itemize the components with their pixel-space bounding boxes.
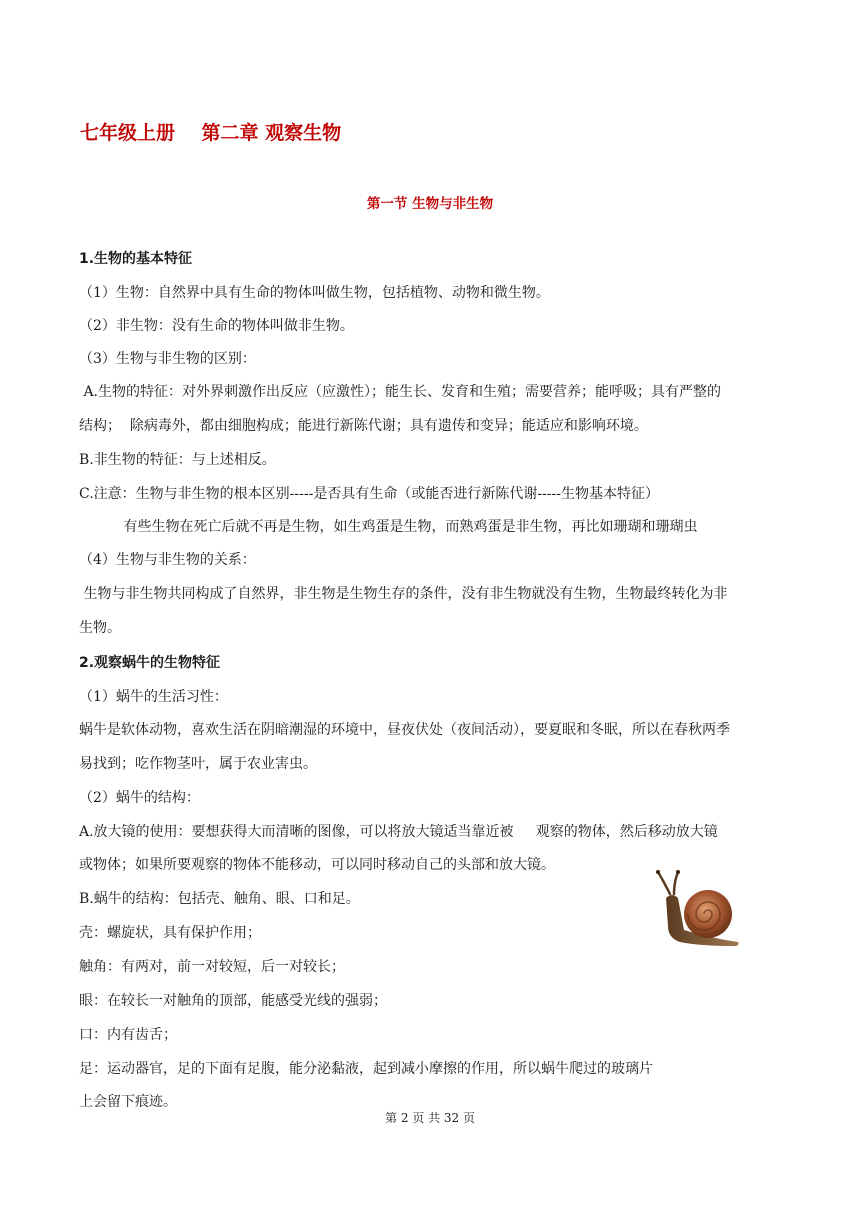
- text-line: 蜗牛是软体动物，喜欢生活在阴暗潮湿的环境中，昼夜伏处（夜间活动），要夏眠和冬眠，所以在春秋两季: [79, 722, 730, 738]
- page-number: 第 2 页 共 32 页: [385, 1111, 475, 1125]
- text-line: 有些生物在死亡后就不再是生物，如生鸡蛋是生物，而熟鸡蛋是非生物，再比如珊瑚和珊瑚虫: [79, 519, 698, 535]
- text-line: 口：内有齿舌；: [79, 1027, 177, 1043]
- snail-illustration: [650, 868, 742, 948]
- text-line: （4）生物与非生物的关系：: [79, 552, 256, 568]
- section-title: 第一节 生物与非生物: [366, 196, 494, 212]
- text-line: 易找到；吃作物茎叶，属于农业害虫。: [79, 756, 317, 772]
- heading-snail-features: 2.观察蜗牛的生物特征: [79, 655, 221, 671]
- text-line: 结构； 除病毒外，都由细胞构成；能进行新陈代谢；具有遗传和变异；能适应和影响环境。: [79, 418, 648, 434]
- text-line: 上会留下痕迹。: [79, 1094, 177, 1110]
- text-line: 眼：在较长一对触角的顶部，能感受光线的强弱；: [79, 993, 387, 1009]
- text-line: （2）非生物：没有生命的物体叫做非生物。: [79, 318, 354, 334]
- text-line: （2）蜗牛的结构：: [79, 790, 200, 806]
- text-line: A.生物的特征：对外界刺激作出反应（应激性）；能生长、发育和生殖；需要营养；能呼吸；具有严整的: [79, 384, 722, 400]
- text-line: A.放大镜的使用：要想获得大而清晰的图像，可以将放大镜适当靠近被 观察的物体，然后移动放大镜: [79, 824, 718, 840]
- text-line: 生物。: [79, 620, 121, 636]
- text-line: 生物与非生物共同构成了自然界，非生物是生物生存的条件，没有非生物就没有生物，生物最终转化为非: [79, 586, 728, 602]
- text-line: （1）蜗牛的生活习性：: [79, 689, 228, 705]
- text-line: B.非生物的特征：与上述相反。: [79, 452, 276, 468]
- text-line: 触角：有两对，前一对较短，后一对较长；: [79, 959, 345, 975]
- text-line: 足：运动器官，足的下面有足腹，能分泌黏液，起到减小摩擦的作用，所以蜗牛爬过的玻璃片: [79, 1061, 653, 1077]
- text-line: C.注意：生物与非生物的根本区别-----是否具有生命（或能否进行新陈代谢-----生物基本特征）: [79, 486, 659, 502]
- page-title: 七年级上册 第二章 观察生物: [80, 122, 342, 144]
- heading-basic-features: 1.生物的基本特征: [79, 251, 193, 267]
- text-line: B.蜗牛的结构：包括壳、触角、眼、口和足。: [79, 891, 360, 907]
- text-line: 壳：螺旋状，具有保护作用；: [79, 925, 261, 941]
- text-line: （1）生物：自然界中具有生命的物体叫做生物，包括植物、动物和微生物。: [79, 285, 550, 301]
- text-line: （3）生物与非生物的区别：: [79, 351, 256, 367]
- text-line: 或物体；如果所要观察的物体不能移动，可以同时移动自己的头部和放大镜。: [79, 857, 555, 873]
